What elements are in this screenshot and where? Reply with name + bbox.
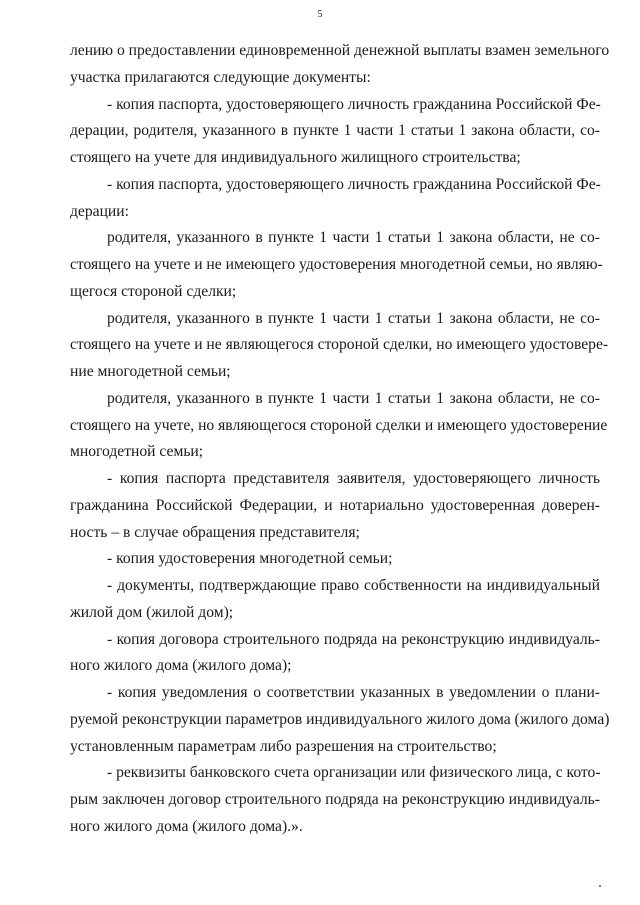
text-line: лению о предоставлении единовременной денежной выплаты взамен земельного (70, 42, 610, 59)
text-line: стоящего на учете для индивидуального жилищного строительства; (70, 149, 521, 166)
text-line: - копия удостоверения многодетной семьи; (107, 550, 393, 568)
paragraph (70, 225, 603, 305)
document-body (70, 38, 610, 841)
text-line: - реквизиты банковского счета организации или физического лица, с кото- (107, 764, 601, 782)
text-line: - копия договора строительного подряда на реконструкцию индивидуаль- (107, 630, 600, 648)
page-number: 5 (317, 9, 323, 20)
paragraph (70, 627, 600, 681)
text-line: стоящего на учете, но являющегося стороной сделки и имеющего удостоверение (70, 416, 608, 434)
text-line: жилой дом (жилой дом); (70, 603, 234, 621)
text-line: ного жилого дома (жилого дома); (70, 657, 292, 675)
paragraph (70, 38, 610, 92)
text-line: - документы, подтверждающие право собственности на индивидуальный (107, 577, 600, 594)
text-line: стоящего на учете и не являющегося стороной сделки, но имеющего удостовере- (70, 336, 609, 354)
paragraph (70, 760, 600, 840)
text-line: ние многодетной семьи; (70, 363, 231, 380)
paragraph (70, 306, 609, 386)
text-line: гражданина Российской Федерации, и нотариально удостоверенная доверен- (70, 496, 600, 514)
paragraph (70, 573, 600, 627)
paragraph (70, 466, 600, 546)
paragraph (70, 92, 600, 172)
text-line: - копия паспорта, удостоверяющего личность гражданина Российской Фе- (107, 175, 601, 193)
paragraph (70, 386, 608, 466)
text-line: родителя, указанного в пункте 1 части 1 статьи 1 закона области, не со- (107, 229, 600, 247)
text-line: - копия паспорта, удостоверяющего личность гражданина Российской Фе- (107, 95, 601, 113)
text-line: - копия уведомления о соответствии указанных в уведомлении о плани- (107, 684, 600, 701)
text-line: участка прилагаются следующие документы: (70, 68, 371, 86)
paragraph (70, 546, 600, 573)
text-line: ного жилого дома (жилого дома).». (70, 817, 303, 835)
text-line: установленным параметрам либо разрешения на строительство; (70, 737, 497, 755)
text-line: дерации, родителя, указанного в пункте 1 части 1 статьи 1 закона области, со- (70, 122, 600, 140)
text-line: родителя, указанного в пункте 1 части 1 статьи 1 закона области, не со- (107, 389, 600, 407)
text-line: - копия паспорта представителя заявителя, удостоверяющего личность (107, 470, 600, 487)
text-line: ность – в случае обращения представителя; (70, 523, 360, 541)
text-line: щегося стороной сделки; (70, 282, 237, 300)
text-line: стоящего на учете и не имеющего удостоверения многодетной семьи, но являю- (70, 256, 603, 273)
text-line: родителя, указанного в пункте 1 части 1 статьи 1 закона области, не со- (107, 309, 600, 327)
paragraph (70, 680, 610, 760)
text-line: дерации: (70, 202, 129, 220)
text-line: многодетной семьи; (70, 443, 204, 461)
text-line: рым заключен договор строительного подряда на реконструкцию индивидуаль- (70, 791, 600, 808)
text-line: руемой реконструкции параметров индивидуального жилого дома (жилого дома) (70, 710, 610, 728)
paragraph (70, 172, 600, 226)
scan-speck (599, 885, 601, 887)
